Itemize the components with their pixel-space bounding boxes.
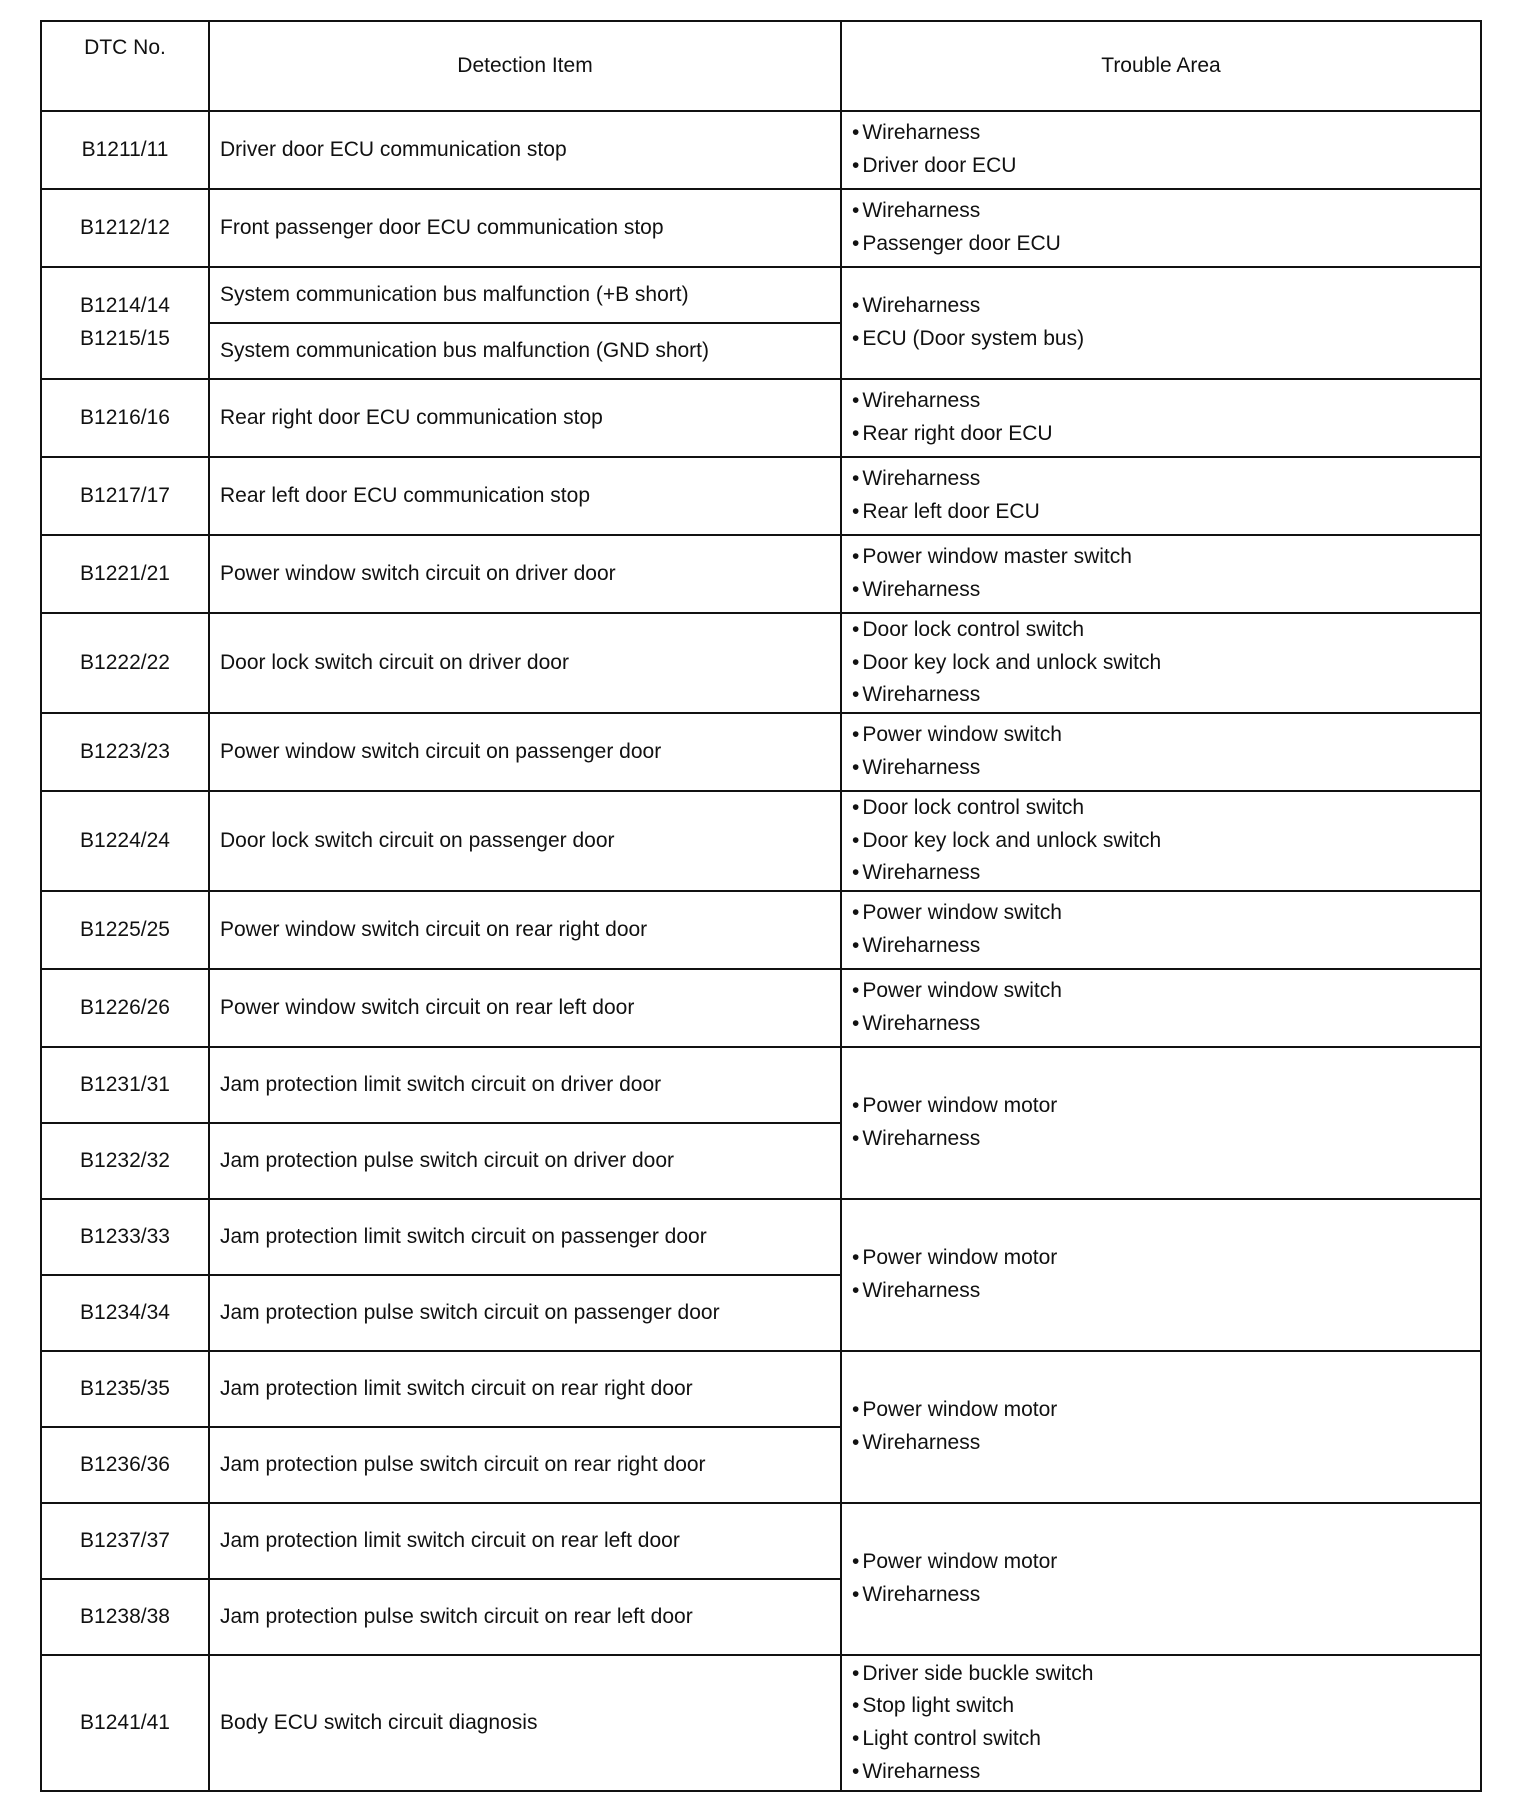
trouble-area-item: • Wireharness (852, 857, 1470, 890)
table-row (41, 1503, 1481, 1579)
trouble-area-item: • Power window motor (852, 1090, 1470, 1123)
header-trouble-area: Trouble Area (841, 21, 1481, 111)
trouble-area-item: • Door lock control switch (852, 792, 1470, 825)
dtc-code: B1238/38 (80, 1604, 170, 1628)
detection-item: Body ECU switch circuit diagnosis (209, 1655, 841, 1791)
trouble-area-item: • Wireharness (852, 195, 1470, 228)
detection-item: Jam protection pulse switch circuit on rear left door (209, 1579, 841, 1655)
trouble-area-item: • Wireharness (852, 574, 1470, 607)
trouble-area (841, 1047, 1481, 1199)
table-row (41, 1047, 1481, 1123)
trouble-area (841, 613, 1481, 713)
dtc-code: B1226/26 (80, 995, 170, 1019)
trouble-area-item: • Wireharness (852, 463, 1470, 496)
detection-item: Rear right door ECU communication stop (209, 379, 841, 457)
dtc-code: B1224/24 (80, 828, 170, 852)
table-row (41, 535, 1481, 613)
trouble-area-item: • Stop light switch (852, 1690, 1470, 1723)
table-row (41, 891, 1481, 969)
detection-item: Rear left door ECU communication stop (209, 457, 841, 535)
trouble-area (841, 1351, 1481, 1503)
trouble-area (841, 111, 1481, 189)
dtc-code-cell (41, 1503, 209, 1579)
trouble-area-item: • Rear left door ECU (852, 496, 1470, 529)
dtc-code-cell (41, 1123, 209, 1199)
dtc-code: B1235/35 (80, 1376, 170, 1400)
table-row (41, 1655, 1481, 1791)
trouble-area (841, 1655, 1481, 1791)
trouble-area (841, 379, 1481, 457)
trouble-area-item: • Power window motor (852, 1546, 1470, 1579)
trouble-area (841, 535, 1481, 613)
table-row (41, 713, 1481, 791)
header-row (41, 21, 1481, 111)
dtc-code: B1222/22 (80, 650, 170, 674)
table-row (41, 457, 1481, 535)
dtc-code: B1212/12 (80, 215, 170, 239)
detection-item: System communication bus malfunction (+B short) (209, 267, 841, 323)
detection-item: Power window switch circuit on rear right door (209, 891, 841, 969)
detection-item: Jam protection limit switch circuit on rear right door (209, 1351, 841, 1427)
header-detection-item: Detection Item (209, 21, 841, 111)
detection-item: Door lock switch circuit on passenger door (209, 791, 841, 891)
dtc-code: B1215/15 (80, 327, 170, 350)
detection-item: Power window switch circuit on driver door (209, 535, 841, 613)
trouble-area-item: • Power window switch (852, 897, 1470, 930)
detection-item: Jam protection pulse switch circuit on passenger door (209, 1275, 841, 1351)
dtc-code-cell (41, 1655, 209, 1791)
trouble-area-item: • Rear right door ECU (852, 418, 1470, 451)
dtc-code: B1234/34 (80, 1300, 170, 1324)
dtc-code-cell (41, 1275, 209, 1351)
trouble-area (841, 1199, 1481, 1351)
trouble-area-item: • Wireharness (852, 679, 1470, 712)
table-row (41, 379, 1481, 457)
table-row (41, 613, 1481, 713)
dtc-code-cell (41, 891, 209, 969)
table-row (41, 111, 1481, 189)
dtc-code: B1232/32 (80, 1148, 170, 1172)
dtc-code-cell (41, 969, 209, 1047)
table-row (41, 969, 1481, 1047)
dtc-code: B1233/33 (80, 1224, 170, 1248)
trouble-area-item: • Wireharness (852, 385, 1470, 418)
table-row (41, 1351, 1481, 1427)
detection-item: Jam protection limit switch circuit on rear left door (209, 1503, 841, 1579)
trouble-area-item: • Door key lock and unlock switch (852, 647, 1470, 680)
dtc-code-cell (41, 1427, 209, 1503)
trouble-area-item: • Wireharness (852, 1123, 1470, 1156)
detection-item: Driver door ECU communication stop (209, 111, 841, 189)
dtc-code-cell (41, 1351, 209, 1427)
dtc-code-cell (41, 791, 209, 891)
dtc-code-cell (41, 713, 209, 791)
trouble-area-item: • Power window switch (852, 975, 1470, 1008)
trouble-area (841, 1503, 1481, 1655)
dtc-code-cell (41, 1579, 209, 1655)
dtc-code-cell (41, 1199, 209, 1275)
trouble-area-item: • Wireharness (852, 1008, 1470, 1041)
dtc-code: B1236/36 (80, 1452, 170, 1476)
trouble-area-item: • Wireharness (852, 1427, 1470, 1460)
trouble-area-item: • Wireharness (852, 1579, 1470, 1612)
trouble-area (841, 791, 1481, 891)
trouble-area-item: • Wireharness (852, 290, 1470, 323)
trouble-area-item: • Door key lock and unlock switch (852, 825, 1470, 858)
table-row (41, 1199, 1481, 1275)
dtc-code: B1241/41 (80, 1710, 170, 1734)
trouble-area-item: • Wireharness (852, 752, 1470, 785)
trouble-area-item: • ECU (Door system bus) (852, 323, 1470, 356)
dtc-code-cell (41, 1047, 209, 1123)
trouble-area-item: • Power window switch (852, 719, 1470, 752)
detection-item: Front passenger door ECU communication stop (209, 189, 841, 267)
detection-item: System communication bus malfunction (GND short) (209, 323, 841, 379)
trouble-area (841, 713, 1481, 791)
detection-item: Power window switch circuit on rear left door (209, 969, 841, 1047)
dtc-document (40, 20, 1480, 1792)
dtc-code-cell (41, 613, 209, 713)
trouble-area-item: • Power window master switch (852, 541, 1470, 574)
dtc-code: B1216/16 (80, 405, 170, 429)
detection-item: Jam protection pulse switch circuit on driver door (209, 1123, 841, 1199)
dtc-code-cell (41, 379, 209, 457)
trouble-area-item: • Light control switch (852, 1723, 1470, 1756)
dtc-code: B1231/31 (80, 1072, 170, 1096)
dtc-code-cell (41, 111, 209, 189)
dtc-code-cell (41, 267, 209, 379)
trouble-area-item: • Door lock control switch (852, 614, 1470, 647)
dtc-code-cell (41, 535, 209, 613)
detection-item: Jam protection limit switch circuit on driver door (209, 1047, 841, 1123)
detection-item: Jam protection pulse switch circuit on rear right door (209, 1427, 841, 1503)
trouble-area (841, 891, 1481, 969)
detection-item: Door lock switch circuit on driver door (209, 613, 841, 713)
trouble-area-item: • Wireharness (852, 117, 1470, 150)
table-row (41, 189, 1481, 267)
dtc-code: B1217/17 (80, 483, 170, 507)
trouble-area-item: • Passenger door ECU (852, 228, 1470, 261)
dtc-code: B1211/11 (81, 137, 169, 161)
trouble-area (841, 457, 1481, 535)
dtc-code-cell (41, 189, 209, 267)
trouble-area-item: • Power window motor (852, 1394, 1470, 1427)
dtc-code-cell (41, 457, 209, 535)
dtc-code: B1223/23 (80, 739, 170, 763)
detection-item: Power window switch circuit on passenger door (209, 713, 841, 791)
trouble-area-item: • Wireharness (852, 1756, 1470, 1789)
trouble-area (841, 189, 1481, 267)
dtc-code: B1214/14 (80, 294, 170, 318)
trouble-area (841, 969, 1481, 1047)
detection-item: Jam protection limit switch circuit on passenger door (209, 1199, 841, 1275)
dtc-code: B1237/37 (80, 1528, 170, 1552)
trouble-area-item: • Driver side buckle switch (852, 1658, 1470, 1691)
dtc-code: B1221/21 (80, 561, 170, 585)
table-row (41, 791, 1481, 891)
trouble-area-item: • Driver door ECU (852, 150, 1470, 183)
trouble-area-item: • Wireharness (852, 1275, 1470, 1308)
table-row (41, 267, 1481, 323)
trouble-area-item: • Power window motor (852, 1242, 1470, 1275)
dtc-table (40, 20, 1482, 1792)
dtc-code: B1225/25 (80, 917, 170, 941)
trouble-area-item: • Wireharness (852, 930, 1470, 963)
trouble-area (841, 267, 1481, 379)
header-dtc-no: DTC No. (41, 21, 209, 111)
